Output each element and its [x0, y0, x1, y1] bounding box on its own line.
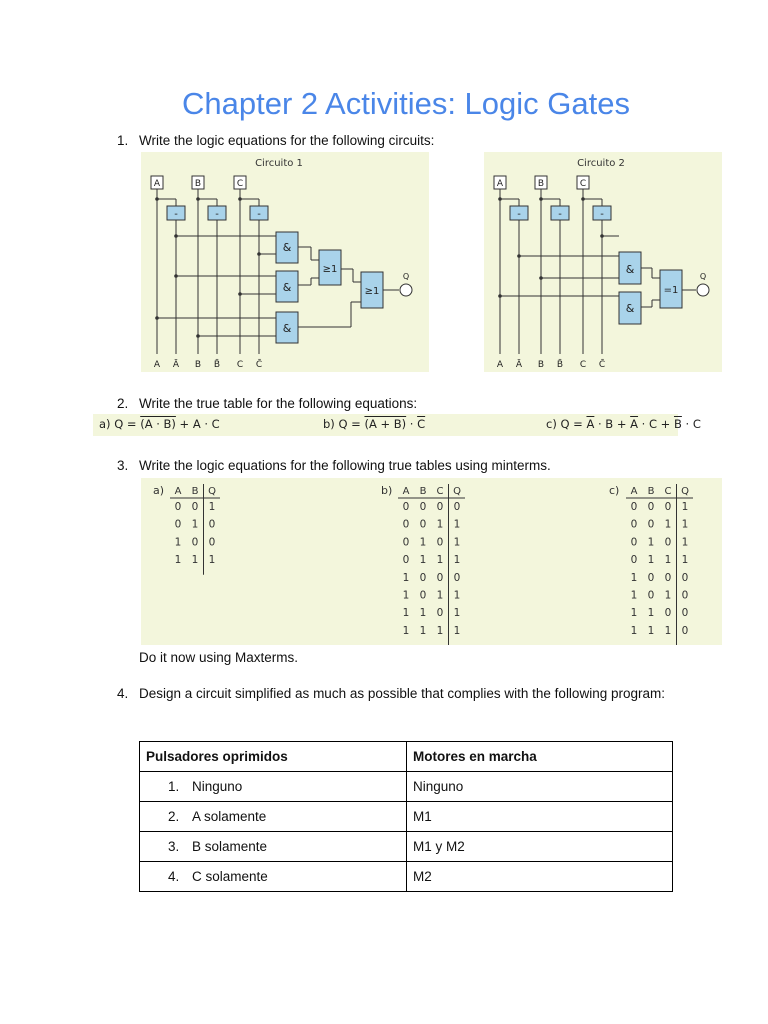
- truth-table-cell: 1: [419, 624, 427, 637]
- input-label: A: [496, 179, 504, 189]
- equation-c: c) $Q = \overline{A} \cdot B + \overline{A} \cdot C + \overline{B} \cdot C$: [546, 417, 701, 431]
- table-row: [140, 862, 673, 892]
- truth-table-cell: 1: [402, 571, 410, 584]
- truth-table-cell: 1: [647, 607, 655, 620]
- truth-table-header: Q: [453, 486, 461, 497]
- truth-table-cell: 0: [436, 536, 444, 549]
- truth-table-cell: 1: [647, 554, 655, 567]
- equation-b: b) $Q = (A + B) \cdot \overline{C}$: [323, 417, 426, 431]
- truth-table-cell: 1: [208, 554, 216, 567]
- truth-table-cell: 1: [208, 501, 216, 513]
- bottom-label: Ā: [172, 360, 180, 370]
- and-gate: &: [282, 322, 292, 335]
- bottom-label: B̄: [556, 360, 564, 370]
- truth-table-cell: 1: [664, 518, 672, 531]
- truth-table-cell: 1: [664, 554, 672, 567]
- program-table: [139, 741, 673, 892]
- bottom-label: C̄: [598, 360, 606, 370]
- truth-table-cell: 1: [436, 518, 444, 531]
- table-row: [140, 802, 673, 832]
- table-cell: M1 y M2: [407, 832, 673, 862]
- table-cell: M2: [407, 862, 673, 892]
- truth-table-cell: 0: [402, 501, 410, 513]
- truth-table-header: Q: [681, 486, 689, 497]
- question-number: 1.: [117, 133, 129, 148]
- truth-table-cell: 0: [402, 518, 410, 531]
- bottom-label: B̄: [213, 360, 221, 370]
- truth-table-header: C: [436, 486, 444, 497]
- maxterms-instruction: Do it now using Maxterms.: [139, 650, 299, 665]
- truth-table-cell: 0: [453, 571, 461, 584]
- question-text: Write the logic equations for the following circuits:: [139, 133, 435, 148]
- not-gate: -: [257, 209, 261, 220]
- bottom-label: B: [194, 360, 202, 370]
- truth-table-cell: 0: [681, 624, 689, 637]
- truth-table-header: C: [664, 486, 672, 497]
- output-label: Q: [402, 272, 410, 281]
- truth-table-header: Q: [208, 486, 216, 497]
- truth-table-cell: 1: [436, 554, 444, 567]
- truth-tables: [141, 478, 722, 645]
- not-gate: -: [174, 209, 178, 220]
- table-cell: 2. A solamente: [140, 802, 407, 832]
- question-2: [117, 394, 417, 414]
- table-cell: Ninguno: [407, 772, 673, 802]
- truth-table-cell: 0: [174, 518, 182, 531]
- circuit-2-panel: [484, 152, 722, 372]
- truth-table-cell: 0: [419, 518, 427, 531]
- truth-table-cell: 1: [174, 536, 182, 549]
- table-cell: 4. C solamente: [140, 862, 407, 892]
- truth-table-cell: 0: [630, 518, 638, 531]
- truth-table-cell: 0: [174, 501, 182, 513]
- truth-table-cell: 1: [630, 624, 638, 637]
- truth-table-cell: 0: [436, 607, 444, 620]
- truth-table-header: B: [191, 486, 199, 497]
- truth-table-cell: 1: [174, 554, 182, 567]
- truth-table-cell: 0: [436, 571, 444, 584]
- truth-table-cell: 0: [208, 518, 216, 531]
- truth-table-cell: 1: [191, 554, 199, 567]
- bottom-label: Ā: [515, 360, 523, 370]
- truth-table-cell: 1: [453, 624, 461, 637]
- bottom-label: C̄: [255, 360, 263, 370]
- table-label: b): [381, 484, 393, 497]
- question-3: [117, 456, 551, 476]
- truth-table-cell: 0: [402, 554, 410, 567]
- table-row: [140, 832, 673, 862]
- truth-table-cell: 1: [402, 607, 410, 620]
- truth-table-cell: 0: [647, 518, 655, 531]
- truth-table-cell: 0: [647, 571, 655, 584]
- truth-table-cell: 0: [630, 554, 638, 567]
- truth-tables-panel: [141, 478, 722, 645]
- input-label: C: [236, 179, 244, 189]
- truth-table-cell: 0: [191, 501, 199, 513]
- xor-gate: =1: [663, 285, 679, 296]
- truth-table-cell: 0: [681, 571, 689, 584]
- truth-table-cell: 1: [681, 518, 689, 531]
- truth-table-cell: 1: [630, 607, 638, 620]
- circuit-title: Circuito 2: [577, 158, 625, 169]
- bottom-label: A: [153, 360, 161, 370]
- or-gate: ≥1: [322, 264, 338, 275]
- truth-table-header: A: [630, 486, 638, 497]
- question-text: Write the logic equations for the following true tables using minterms.: [139, 458, 551, 473]
- and-gate: &: [625, 263, 635, 276]
- truth-table-cell: 1: [664, 589, 672, 602]
- truth-table-cell: 1: [419, 536, 427, 549]
- truth-table-cell: 1: [681, 554, 689, 567]
- truth-table-cell: 0: [647, 589, 655, 602]
- truth-table-cell: 1: [402, 624, 410, 637]
- truth-table-cell: 1: [436, 624, 444, 637]
- truth-table-cell: 1: [402, 589, 410, 602]
- bottom-label: B: [537, 360, 545, 370]
- truth-table-cell: 0: [191, 536, 199, 549]
- truth-table-cell: 1: [630, 571, 638, 584]
- circuit-2-diagram: [484, 152, 722, 372]
- truth-table-cell: 0: [664, 536, 672, 549]
- or-gate: ≥1: [364, 286, 380, 297]
- truth-table-cell: 1: [419, 554, 427, 567]
- truth-table-cell: 0: [453, 501, 461, 513]
- table-header: Pulsadores oprimidos: [140, 742, 407, 772]
- truth-table-cell: 0: [419, 589, 427, 602]
- table-header-row: [140, 742, 673, 772]
- truth-table-cell: 1: [453, 518, 461, 531]
- table-row: [140, 772, 673, 802]
- truth-table-cell: 1: [647, 624, 655, 637]
- not-gate: -: [215, 209, 219, 220]
- bottom-label: C: [579, 360, 587, 370]
- truth-table-cell: 0: [681, 589, 689, 602]
- truth-table-cell: 0: [664, 501, 672, 513]
- question-text: Write the true table for the following equations:: [139, 396, 418, 411]
- truth-table-cell: 0: [681, 607, 689, 620]
- truth-table-cell: 0: [647, 501, 655, 513]
- question-4-number: 4.: [117, 686, 129, 701]
- truth-table-cell: 1: [453, 607, 461, 620]
- equation-a: a) Q = (A · B) + A · C: [99, 417, 220, 431]
- question-number: 2.: [117, 396, 129, 411]
- truth-table-cell: 0: [419, 571, 427, 584]
- truth-table-cell: 0: [630, 536, 638, 549]
- question-4-text: Design a circuit simplified as much as possible that complies with the following program:: [139, 686, 665, 701]
- not-gate: -: [517, 209, 521, 220]
- truth-table-cell: 1: [453, 554, 461, 567]
- truth-table-cell: 0: [208, 536, 216, 549]
- truth-table-header: A: [174, 486, 182, 497]
- truth-table-cell: 1: [681, 501, 689, 513]
- truth-table-cell: 0: [664, 571, 672, 584]
- and-gate: &: [282, 241, 292, 254]
- circuit-1-diagram: [141, 152, 429, 372]
- truth-table-header: B: [647, 486, 655, 497]
- bottom-label: A: [496, 360, 504, 370]
- truth-table-cell: 1: [647, 536, 655, 549]
- circuit-1-panel: [141, 152, 429, 372]
- equations-panel: [93, 414, 701, 436]
- question-1: [117, 131, 434, 151]
- truth-table-cell: 1: [191, 518, 199, 531]
- truth-table-cell: 1: [419, 607, 427, 620]
- input-label: A: [153, 179, 161, 189]
- truth-table-cell: 1: [453, 536, 461, 549]
- truth-table-cell: 0: [664, 607, 672, 620]
- truth-table-cell: 1: [664, 624, 672, 637]
- input-label: B: [194, 179, 202, 189]
- circuit-title: Circuito 1: [255, 158, 303, 169]
- truth-table-header: B: [419, 486, 427, 497]
- table-label: c): [609, 484, 620, 497]
- truth-table-cell: 1: [453, 589, 461, 602]
- page-title: Chapter 2 Activities: Logic Gates: [181, 86, 630, 121]
- truth-table-cell: 0: [436, 501, 444, 513]
- not-gate: -: [558, 209, 562, 220]
- table-label: a): [153, 484, 165, 497]
- truth-table-cell: 0: [402, 536, 410, 549]
- input-label: B: [537, 179, 545, 189]
- truth-table-cell: 1: [681, 536, 689, 549]
- bottom-label: C: [236, 360, 244, 370]
- truth-table-cell: 0: [419, 501, 427, 513]
- table-cell: M1: [407, 802, 673, 832]
- and-gate: &: [625, 302, 635, 315]
- table-header: Motores en marcha: [407, 742, 673, 772]
- truth-table-cell: 0: [630, 501, 638, 513]
- question-number: 3.: [117, 458, 129, 473]
- not-gate: -: [600, 209, 604, 220]
- table-cell: 1. Ninguno: [140, 772, 407, 802]
- output-label: Q: [699, 272, 707, 281]
- truth-table-cell: 1: [436, 589, 444, 602]
- truth-table-cell: 1: [630, 589, 638, 602]
- input-label: C: [579, 179, 587, 189]
- table-cell: 3. B solamente: [140, 832, 407, 862]
- and-gate: &: [282, 281, 292, 294]
- truth-table-header: A: [402, 486, 410, 497]
